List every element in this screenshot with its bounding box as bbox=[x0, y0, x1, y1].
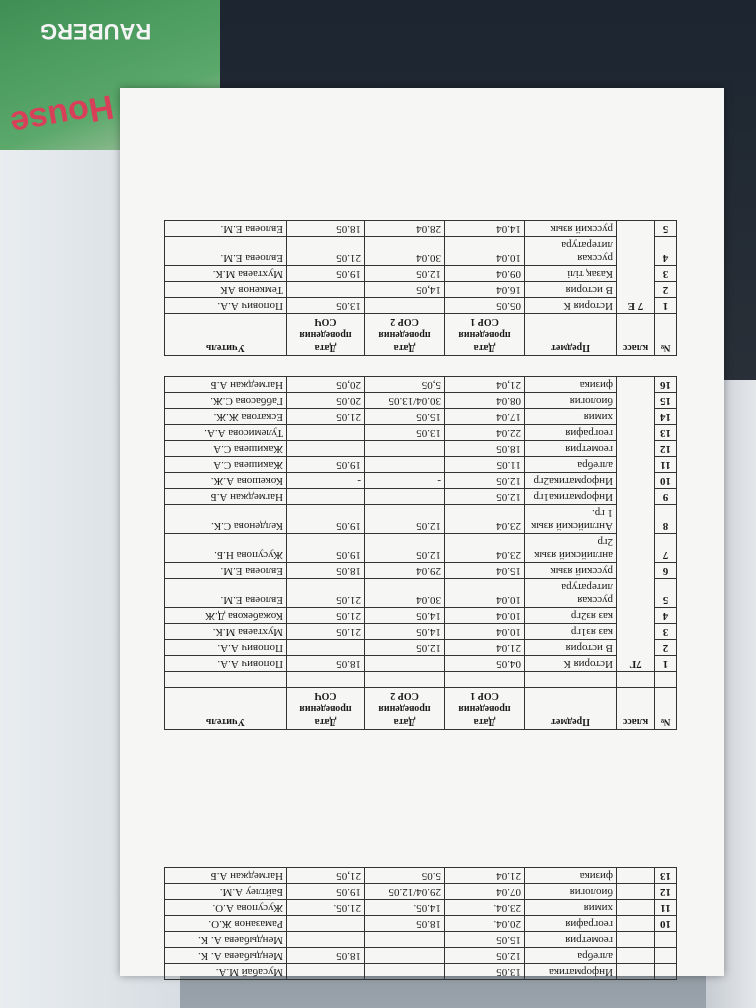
soch-date-cell bbox=[287, 916, 365, 932]
table-row bbox=[165, 221, 677, 237]
subject-cell: русский язык bbox=[525, 221, 617, 237]
sor1-date-cell: 21,04 bbox=[445, 377, 525, 393]
table-cell-blank bbox=[165, 672, 287, 688]
class-cell bbox=[617, 868, 655, 884]
teacher-cell: Жусупова Н.Б. bbox=[165, 534, 287, 563]
teacher-cell: Попович А.А. bbox=[165, 640, 287, 656]
table-row bbox=[165, 298, 677, 314]
teacher-cell: Мусабай М.А. bbox=[165, 964, 287, 980]
class-cell bbox=[617, 948, 655, 964]
table-row bbox=[165, 948, 677, 964]
table-row bbox=[165, 505, 677, 534]
subject-cell: география bbox=[525, 916, 617, 932]
soch-date-cell: 19.05 bbox=[287, 457, 365, 473]
subject-cell: биология bbox=[525, 884, 617, 900]
sor2-date-cell bbox=[365, 489, 445, 505]
row-number: 7 bbox=[655, 534, 677, 563]
table-row bbox=[165, 868, 677, 884]
teacher-cell: Мендыбаева А. К. bbox=[165, 932, 287, 948]
subject-cell: Информатика bbox=[525, 964, 617, 980]
table-row bbox=[165, 377, 677, 393]
soch-date-cell bbox=[287, 282, 365, 298]
soch-date-cell: 21.05 bbox=[287, 409, 365, 425]
row-number: 4 bbox=[655, 608, 677, 624]
teacher-cell: Габбасова С.Ж. bbox=[165, 393, 287, 409]
sor1-date-cell: 10.04 bbox=[445, 608, 525, 624]
teacher-cell: Попович А.А. bbox=[165, 298, 287, 314]
schedule-table-7g bbox=[165, 376, 677, 730]
sor1-date-cell: 13.05 bbox=[445, 964, 525, 980]
sor2-date-cell: 12.05 bbox=[365, 534, 445, 563]
teacher-cell: Жусупова А.О. bbox=[165, 900, 287, 916]
subject-cell: геометрия bbox=[525, 441, 617, 457]
row-number: 3 bbox=[655, 624, 677, 640]
table-row-blank bbox=[165, 672, 677, 688]
soch-date-cell: 21.05 bbox=[287, 624, 365, 640]
soch-date-cell: 20.05 bbox=[287, 393, 365, 409]
sor1-date-cell: 20.04. bbox=[445, 916, 525, 932]
soch-date-cell: 20,05 bbox=[287, 377, 365, 393]
background-house-text: House bbox=[7, 87, 117, 143]
sor1-date-cell: 14.04 bbox=[445, 221, 525, 237]
header-teacher: Учитель bbox=[165, 688, 287, 730]
soch-date-cell: 21.05. bbox=[287, 900, 365, 916]
table-row bbox=[165, 656, 677, 672]
table-row bbox=[165, 884, 677, 900]
sor1-date-cell: 10.04 bbox=[445, 237, 525, 266]
header-sor2: Дата проведения СОР 2 bbox=[365, 688, 445, 730]
table-cell-blank bbox=[445, 672, 525, 688]
soch-date-cell: 18.05 bbox=[287, 563, 365, 579]
sor2-date-cell: 5.05 bbox=[365, 868, 445, 884]
table-header-row bbox=[165, 314, 677, 356]
row-number bbox=[655, 948, 677, 964]
header-sor1: Дата проведения СОР 1 bbox=[445, 314, 525, 356]
header-class: класс bbox=[617, 314, 655, 356]
sor1-date-cell: 08.04 bbox=[445, 393, 525, 409]
table-cell-blank bbox=[617, 672, 655, 688]
row-number: 11 bbox=[655, 900, 677, 916]
row-number: 12 bbox=[655, 884, 677, 900]
sor1-date-cell: 10.04 bbox=[445, 624, 525, 640]
subject-cell: алгебра bbox=[525, 948, 617, 964]
header-soch: Дата проведения СОЧ bbox=[287, 688, 365, 730]
row-number: 13 bbox=[655, 868, 677, 884]
teacher-cell: Рамазанов Ж.О. bbox=[165, 916, 287, 932]
class-cell bbox=[617, 884, 655, 900]
row-number: 13 bbox=[655, 425, 677, 441]
header-class: класс bbox=[617, 688, 655, 730]
schedule-table-7e bbox=[165, 220, 677, 356]
sor2-date-cell: 14.05 bbox=[365, 608, 445, 624]
table-row bbox=[165, 457, 677, 473]
table-cell-blank bbox=[365, 672, 445, 688]
table-cell-blank bbox=[525, 672, 617, 688]
row-number bbox=[655, 932, 677, 948]
row-number: 4 bbox=[655, 237, 677, 266]
header-subject: Предмет bbox=[525, 314, 617, 356]
table-row bbox=[165, 266, 677, 282]
table-cell-blank bbox=[287, 672, 365, 688]
sor2-date-cell bbox=[365, 298, 445, 314]
row-number: 3 bbox=[655, 266, 677, 282]
subject-cell: История К bbox=[525, 656, 617, 672]
sor2-date-cell: 18.05 bbox=[365, 916, 445, 932]
row-number: 2 bbox=[655, 640, 677, 656]
row-number: 12 bbox=[655, 441, 677, 457]
soch-date-cell: 21.05 bbox=[287, 608, 365, 624]
subject-cell: В история bbox=[525, 640, 617, 656]
schedule-table-continuation bbox=[165, 867, 677, 980]
table-row bbox=[165, 473, 677, 489]
row-number: 6 bbox=[655, 563, 677, 579]
row-number: 16 bbox=[655, 377, 677, 393]
sor1-date-cell: 15.05 bbox=[445, 932, 525, 948]
teacher-cell: Нагмеджан А.Б bbox=[165, 868, 287, 884]
teacher-cell: Жакишева С.А bbox=[165, 457, 287, 473]
row-number: 2 bbox=[655, 282, 677, 298]
teacher-cell: Евлоева Е.М. bbox=[165, 579, 287, 608]
subject-cell: английский язык 2гр bbox=[525, 534, 617, 563]
soch-date-cell bbox=[287, 441, 365, 457]
sor2-date-cell: 30.04 bbox=[365, 579, 445, 608]
subject-cell: биология bbox=[525, 393, 617, 409]
class-cell bbox=[617, 932, 655, 948]
row-number: 1 bbox=[655, 298, 677, 314]
sor2-date-cell: 5,05 bbox=[365, 377, 445, 393]
subject-cell: Английский язык 1 гр. bbox=[525, 505, 617, 534]
sor2-date-cell: 14,05 bbox=[365, 282, 445, 298]
sor1-date-cell: 15.04 bbox=[445, 563, 525, 579]
background-brand-text: RAUBERG bbox=[40, 19, 152, 44]
teacher-cell: Нагмеджан А.Б bbox=[165, 489, 287, 505]
soch-date-cell: - bbox=[287, 473, 365, 489]
sor2-date-cell: 13.05 bbox=[365, 425, 445, 441]
table-header-row bbox=[165, 688, 677, 730]
teacher-cell: Байтлеу А.М. bbox=[165, 884, 287, 900]
header-num: № bbox=[655, 314, 677, 356]
soch-date-cell bbox=[287, 489, 365, 505]
sor1-date-cell: 05.05 bbox=[445, 298, 525, 314]
paper-sheet bbox=[120, 88, 724, 976]
subject-cell: физика bbox=[525, 377, 617, 393]
sor1-date-cell: 04.05 bbox=[445, 656, 525, 672]
sor1-date-cell: 23.04 bbox=[445, 505, 525, 534]
teacher-cell: Евлоева Е.М. bbox=[165, 221, 287, 237]
sor1-date-cell: 21.04 bbox=[445, 868, 525, 884]
table-row bbox=[165, 237, 677, 266]
subject-cell: каз яз2гр bbox=[525, 608, 617, 624]
class-cell bbox=[617, 916, 655, 932]
row-number: 5 bbox=[655, 221, 677, 237]
class-cell bbox=[617, 964, 655, 980]
sor1-date-cell: 17.04 bbox=[445, 409, 525, 425]
soch-date-cell: 21.05 bbox=[287, 237, 365, 266]
table-row bbox=[165, 409, 677, 425]
class-cell bbox=[617, 900, 655, 916]
teacher-cell: Кожабекова Д.Ж bbox=[165, 608, 287, 624]
table-row bbox=[165, 916, 677, 932]
table-row bbox=[165, 964, 677, 980]
sor2-date-cell bbox=[365, 932, 445, 948]
table-row bbox=[165, 900, 677, 916]
header-sor2: Дата проведения СОР 2 bbox=[365, 314, 445, 356]
soch-date-cell bbox=[287, 932, 365, 948]
row-number: 15 bbox=[655, 393, 677, 409]
sor2-date-cell: 14.05 bbox=[365, 624, 445, 640]
subject-cell: геометрия bbox=[525, 932, 617, 948]
teacher-cell: Тулемисова А.А. bbox=[165, 425, 287, 441]
sor1-date-cell: 12.05 bbox=[445, 948, 525, 964]
sor1-date-cell: 21.04 bbox=[445, 640, 525, 656]
table-row bbox=[165, 534, 677, 563]
sor1-date-cell: 12.05 bbox=[445, 489, 525, 505]
row-number: 10 bbox=[655, 916, 677, 932]
teacher-cell: Евлоева Е.М. bbox=[165, 563, 287, 579]
soch-date-cell: 19.05 bbox=[287, 534, 365, 563]
teacher-cell: Кокешова А.Ж. bbox=[165, 473, 287, 489]
sor2-date-cell bbox=[365, 964, 445, 980]
sor2-date-cell: 12.05 bbox=[365, 266, 445, 282]
table-cell-blank bbox=[655, 672, 677, 688]
subject-cell: Казақ тілі bbox=[525, 266, 617, 282]
table-row bbox=[165, 393, 677, 409]
header-sor1: Дата проведения СОР 1 bbox=[445, 688, 525, 730]
soch-date-cell: 13.05 bbox=[287, 298, 365, 314]
table-row bbox=[165, 640, 677, 656]
table-row bbox=[165, 563, 677, 579]
soch-date-cell: 18.05 bbox=[287, 221, 365, 237]
row-number: 1 bbox=[655, 656, 677, 672]
sor2-date-cell bbox=[365, 656, 445, 672]
sor2-date-cell: - bbox=[365, 473, 445, 489]
row-number: 5 bbox=[655, 579, 677, 608]
row-number bbox=[655, 964, 677, 980]
table-row bbox=[165, 282, 677, 298]
subject-cell: химия bbox=[525, 900, 617, 916]
subject-cell: русский язык bbox=[525, 563, 617, 579]
subject-cell: география bbox=[525, 425, 617, 441]
row-number: 10 bbox=[655, 473, 677, 489]
sor2-date-cell: 14.05. bbox=[365, 900, 445, 916]
row-number: 9 bbox=[655, 489, 677, 505]
table-row bbox=[165, 425, 677, 441]
table-row bbox=[165, 489, 677, 505]
sor2-date-cell bbox=[365, 441, 445, 457]
subject-cell: русская литература bbox=[525, 579, 617, 608]
subject-cell: химия bbox=[525, 409, 617, 425]
teacher-cell: Попович А.А. bbox=[165, 656, 287, 672]
class-label: 7Г bbox=[617, 377, 655, 672]
teacher-cell: Мухтаева М.К. bbox=[165, 266, 287, 282]
sor2-date-cell: 15.05 bbox=[365, 409, 445, 425]
soch-date-cell: 21.05 bbox=[287, 579, 365, 608]
sor1-date-cell: 18.05 bbox=[445, 441, 525, 457]
header-soch: Дата проведения СОЧ bbox=[287, 314, 365, 356]
subject-cell: Информатика1гр bbox=[525, 489, 617, 505]
subject-cell: История К bbox=[525, 298, 617, 314]
sor2-date-cell: 12.05 bbox=[365, 505, 445, 534]
table-row bbox=[165, 608, 677, 624]
soch-date-cell: 18.05 bbox=[287, 948, 365, 964]
row-number: 8 bbox=[655, 505, 677, 534]
soch-date-cell: 19.05 bbox=[287, 505, 365, 534]
table-row bbox=[165, 579, 677, 608]
paper-content-rotated bbox=[120, 88, 724, 976]
sor1-date-cell: 12.05 bbox=[445, 473, 525, 489]
sor1-date-cell: 16.04 bbox=[445, 282, 525, 298]
sor1-date-cell: 10.04 bbox=[445, 579, 525, 608]
teacher-cell: Евлоева Е.М. bbox=[165, 237, 287, 266]
sor2-date-cell: 28.04 bbox=[365, 221, 445, 237]
soch-date-cell bbox=[287, 640, 365, 656]
sor1-date-cell: 22.04 bbox=[445, 425, 525, 441]
teacher-cell: Нагмеджан А.Б bbox=[165, 377, 287, 393]
soch-date-cell bbox=[287, 964, 365, 980]
header-teacher: Учитель bbox=[165, 314, 287, 356]
teacher-cell: Мендыбаева А. К. bbox=[165, 948, 287, 964]
soch-date-cell: 19.05 bbox=[287, 266, 365, 282]
subject-cell: В история bbox=[525, 282, 617, 298]
subject-cell: Информатика2гр bbox=[525, 473, 617, 489]
sor1-date-cell: 09.04 bbox=[445, 266, 525, 282]
teacher-cell: Темкенов АК bbox=[165, 282, 287, 298]
sor2-date-cell: 30.04 bbox=[365, 237, 445, 266]
soch-date-cell bbox=[287, 425, 365, 441]
teacher-cell: Ескатова Ж.Ж. bbox=[165, 409, 287, 425]
sor2-date-cell: 30.04/13.05 bbox=[365, 393, 445, 409]
class-label: 7 Е bbox=[617, 221, 655, 314]
sor2-date-cell: 29.04 bbox=[365, 563, 445, 579]
sor2-date-cell bbox=[365, 948, 445, 964]
table-row bbox=[165, 932, 677, 948]
teacher-cell: Келденова С.К. bbox=[165, 505, 287, 534]
subject-cell: каз яз1гр bbox=[525, 624, 617, 640]
table-row bbox=[165, 441, 677, 457]
sor2-date-cell bbox=[365, 457, 445, 473]
header-subject: Предмет bbox=[525, 688, 617, 730]
header-num: № bbox=[655, 688, 677, 730]
teacher-cell: Мухтаева М.К. bbox=[165, 624, 287, 640]
row-number: 11 bbox=[655, 457, 677, 473]
sor1-date-cell: 23.04 bbox=[445, 534, 525, 563]
sor1-date-cell: 07.04 bbox=[445, 884, 525, 900]
soch-date-cell: 18.05 bbox=[287, 656, 365, 672]
soch-date-cell: 19.05 bbox=[287, 884, 365, 900]
sor2-date-cell: 29.04/12.05 bbox=[365, 884, 445, 900]
sor2-date-cell: 12.05 bbox=[365, 640, 445, 656]
subject-cell: русская литература bbox=[525, 237, 617, 266]
row-number: 14 bbox=[655, 409, 677, 425]
sor1-date-cell: 11.05 bbox=[445, 457, 525, 473]
subject-cell: алгебра bbox=[525, 457, 617, 473]
teacher-cell: Жакишева С.А bbox=[165, 441, 287, 457]
sor1-date-cell: 23.04. bbox=[445, 900, 525, 916]
table-row bbox=[165, 624, 677, 640]
soch-date-cell: 21,05 bbox=[287, 868, 365, 884]
subject-cell: физика bbox=[525, 868, 617, 884]
